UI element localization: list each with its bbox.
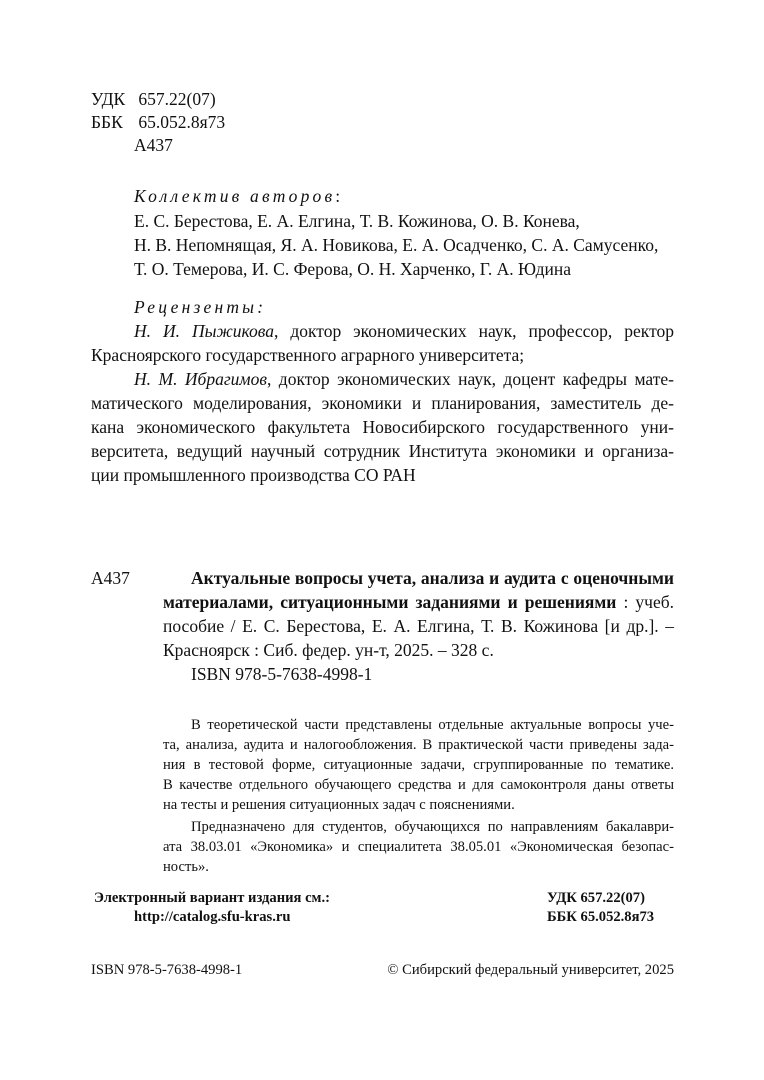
authors-heading-text: Коллектив авторов	[134, 186, 336, 206]
reviewer-2-line: матического моделирования, экономики и планирования, заместитель де-	[91, 393, 674, 413]
udk-code	[91, 88, 216, 111]
electronic-bbk: ББК 65.052.8я73	[547, 909, 655, 925]
catalog-title-line-2	[163, 591, 674, 614]
catalog-mark: А437	[91, 568, 130, 588]
footer-isbn: ISBN 978-5-7638-4998-1	[91, 962, 243, 978]
bbk-label: ББК	[91, 112, 123, 132]
electronic-udk: УДК 657.22(07)	[547, 890, 645, 906]
reviewer-2-title: , доктор экономических наук, доцент кафедры мате-	[266, 369, 674, 389]
authors-line: Е. С. Берестова, Е. А. Елгина, Т. В. Кожинова, О. В. Конева,	[134, 211, 580, 231]
reviewer-1-name: Н. И. Пыжикова	[134, 321, 274, 341]
udk-label: УДК	[91, 89, 126, 109]
reviewer-1-line-1	[134, 320, 674, 343]
electronic-url[interactable]: http://catalog.sfu-kras.ru	[134, 909, 291, 925]
annotation-line: В качестве отдельного обучающего средства и для самоконтроля даны ответы	[163, 777, 674, 793]
catalog-line-4: Красноярск : Сиб. федер. ун-т, 2025. – 328 с.	[163, 640, 494, 660]
reviewer-2-line: верситета, ведущий научный сотрудник Института экономики и организа-	[91, 441, 674, 461]
annotation-line: ния в тестовой форме, ситуационные задачи, сгруппированные по тематике.	[163, 757, 674, 773]
authors-line: Т. О. Темерова, И. С. Ферова, О. Н. Харченко, Г. А. Юдина	[134, 259, 571, 279]
annotation-line: та, анализа, аудита и налогообложения. В практической части приведены зада-	[163, 737, 674, 753]
annotation-line: ность».	[163, 859, 209, 875]
authors-heading	[134, 185, 340, 208]
catalog-title-bold: материалами, ситуационными заданиями и решениями	[163, 592, 617, 612]
reviewer-2-line-1	[134, 368, 674, 391]
reviewer-1-line-2: Красноярского государственного аграрного университета;	[91, 345, 525, 365]
annotation-line: ата 38.03.01 «Экономика» и специалитета 38.05.01 «Экономическая безопас-	[163, 839, 674, 855]
reviewers-heading: Рецензенты:	[134, 297, 267, 317]
bbk-value: 65.052.8я73	[138, 112, 226, 132]
catalog-title-rest: : учеб.	[616, 592, 674, 612]
annotation-line: В теоретической части представлены отдельные актуальные вопросы уче-	[191, 717, 674, 733]
bbk-code	[91, 111, 225, 134]
electronic-label: Электронный вариант издания см.:	[94, 890, 331, 906]
catalog-line-3: пособие / Е. С. Берестова, Е. А. Елгина, Т. В. Кожинова [и др.]. –	[163, 616, 674, 636]
reviewer-2-line: ции промышленного производства СО РАН	[91, 465, 416, 485]
authors-line: Н. В. Непомнящая, Я. А. Новикова, Е. А. Осадченко, С. А. Самусенко,	[134, 235, 659, 255]
author-mark: А437	[134, 135, 173, 155]
catalog-title-line-1: Актуальные вопросы учета, анализа и аудита с оценочными	[191, 568, 674, 588]
annotation-line: Предназначено для студентов, обучающихся по направлениям бакалаври-	[191, 819, 674, 835]
reviewer-2-name: Н. М. Ибрагимов	[134, 369, 267, 389]
udk-value: 657.22(07)	[138, 89, 216, 109]
catalog-isbn: ISBN 978-5-7638-4998-1	[191, 664, 373, 684]
reviewer-1-title: , доктор экономических наук, профессор, ректор	[274, 321, 674, 341]
authors-heading-colon: :	[335, 186, 341, 206]
reviewer-2-line: кана экономического факультета Новосибирского государственного уни-	[91, 417, 674, 437]
footer-copyright: © Сибирский федеральный университет, 2025	[387, 962, 674, 978]
annotation-line: на тесты и решения ситуационных задач с пояснениями.	[163, 797, 515, 813]
